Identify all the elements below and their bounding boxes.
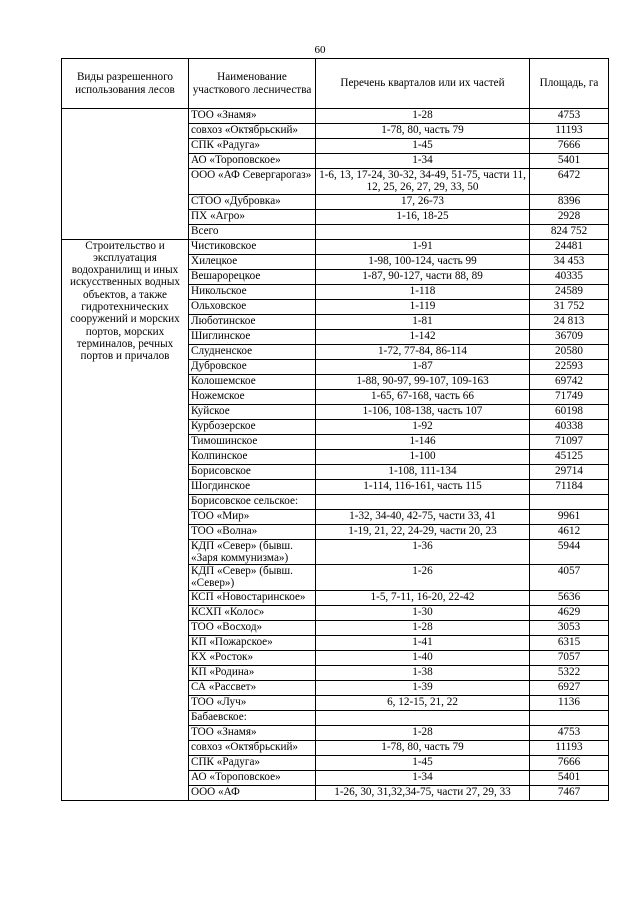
area-cell: 11193 (530, 124, 609, 139)
forestry-name-cell: Люботинское (189, 314, 316, 329)
area-cell: 20580 (530, 344, 609, 359)
header-row (62, 59, 609, 109)
forestry-name-cell: СТОО «Дубровка» (189, 194, 316, 209)
forestry-name-cell: Бабаевское: (189, 710, 316, 725)
forestry-name-cell: Ножемское (189, 389, 316, 404)
quarters-cell (316, 494, 530, 509)
forestry-name-cell: совхоз «Октябрьский» (189, 740, 316, 755)
area-cell: 71184 (530, 479, 609, 494)
area-cell: 5944 (530, 539, 609, 565)
area-cell: 24 813 (530, 314, 609, 329)
area-cell: 60198 (530, 404, 609, 419)
quarters-cell (316, 224, 530, 239)
forestry-name-cell: СПК «Радуга» (189, 755, 316, 770)
forestry-name-cell: Курбозерское (189, 419, 316, 434)
forestry-name-cell: Тимошинское (189, 434, 316, 449)
area-cell: 5636 (530, 590, 609, 605)
area-cell: 6927 (530, 680, 609, 695)
header-use: Виды разрешенного использования лесов (62, 59, 189, 109)
quarters-cell: 1-78, 80, часть 79 (316, 740, 530, 755)
use-type-cell: Строительство и эксплуатация водохранилищ и иных искусственных водных объектов, а также гидротехнических сооружений и морских портов, морских терминалов, речных портов и причалов (62, 239, 189, 800)
quarters-cell: 1-41 (316, 635, 530, 650)
forestry-name-cell: ПХ «Агро» (189, 209, 316, 224)
quarters-cell: 1-118 (316, 284, 530, 299)
area-cell: 24481 (530, 239, 609, 254)
area-cell: 824 752 (530, 224, 609, 239)
area-cell: 6315 (530, 635, 609, 650)
quarters-cell: 1-98, 100-124, часть 99 (316, 254, 530, 269)
forestry-name-cell: совхоз «Октябрьский» (189, 124, 316, 139)
quarters-cell: 1-65, 67-168, часть 66 (316, 389, 530, 404)
area-cell: 69742 (530, 374, 609, 389)
area-cell: 7467 (530, 785, 609, 800)
forestry-name-cell: Вешарорецкое (189, 269, 316, 284)
header-forestry: Наименование участкового лесничества (189, 59, 316, 109)
forestry-name-cell: ТОО «Знамя» (189, 109, 316, 124)
quarters-cell: 1-45 (316, 755, 530, 770)
forestry-name-cell: Борисовское (189, 464, 316, 479)
area-cell: 2928 (530, 209, 609, 224)
area-cell: 8396 (530, 194, 609, 209)
area-cell: 71097 (530, 434, 609, 449)
quarters-cell: 1-28 (316, 109, 530, 124)
page-number: 60 (314, 44, 326, 56)
quarters-cell: 1-34 (316, 154, 530, 169)
area-cell: 9961 (530, 509, 609, 524)
forestry-name-cell: Ольховское (189, 299, 316, 314)
quarters-cell: 1-108, 111-134 (316, 464, 530, 479)
quarters-cell: 1-45 (316, 139, 530, 154)
area-cell: 4753 (530, 109, 609, 124)
quarters-cell: 1-16, 18-25 (316, 209, 530, 224)
area-cell: 6472 (530, 169, 609, 195)
quarters-cell: 1-26, 30, 31,32,34-75, части 27, 29, 33 (316, 785, 530, 800)
quarters-cell: 1-106, 108-138, часть 107 (316, 404, 530, 419)
quarters-cell: 1-19, 21, 22, 24-29, части 20, 23 (316, 524, 530, 539)
forestry-name-cell: Хилецкое (189, 254, 316, 269)
quarters-cell (316, 710, 530, 725)
quarters-cell: 1-88, 90-97, 99-107, 109-163 (316, 374, 530, 389)
forestry-name-cell: СПК «Радуга» (189, 139, 316, 154)
area-cell: 7057 (530, 650, 609, 665)
quarters-cell: 1-87 (316, 359, 530, 374)
forestry-name-cell: Колошемское (189, 374, 316, 389)
quarters-cell: 1-40 (316, 650, 530, 665)
quarters-cell: 1-38 (316, 665, 530, 680)
forestry-name-cell: АО «Тороповское» (189, 770, 316, 785)
forest-use-table (61, 58, 609, 801)
area-cell: 71749 (530, 389, 609, 404)
forestry-name-cell: КДП «Север» (бывш. «Север») (189, 565, 316, 591)
area-cell: 7666 (530, 755, 609, 770)
quarters-cell: 1-91 (316, 239, 530, 254)
area-cell (530, 710, 609, 725)
area-cell: 3053 (530, 620, 609, 635)
forestry-name-cell: Колпинское (189, 449, 316, 464)
quarters-cell: 1-32, 34-40, 42-75, части 33, 41 (316, 509, 530, 524)
area-cell: 4753 (530, 725, 609, 740)
forestry-name-cell: ООО «АФ Севергарогаз» (189, 169, 316, 195)
quarters-cell: 1-146 (316, 434, 530, 449)
quarters-cell: 1-81 (316, 314, 530, 329)
quarters-cell: 1-36 (316, 539, 530, 565)
quarters-cell: 1-114, 116-161, часть 115 (316, 479, 530, 494)
area-cell: 29714 (530, 464, 609, 479)
quarters-cell: 17, 26-73 (316, 194, 530, 209)
header-quarters: Перечень кварталов или их частей (316, 59, 530, 109)
forestry-name-cell: Дубровское (189, 359, 316, 374)
forestry-name-cell: КСП «Новостаринское» (189, 590, 316, 605)
quarters-cell: 1-92 (316, 419, 530, 434)
area-cell: 40338 (530, 419, 609, 434)
area-cell: 7666 (530, 139, 609, 154)
area-cell: 24589 (530, 284, 609, 299)
forestry-name-cell: Куйское (189, 404, 316, 419)
forestry-name-cell: КДП «Север» (бывш. «Заря коммунизма») (189, 539, 316, 565)
forestry-name-cell: Всего (189, 224, 316, 239)
quarters-cell: 1-72, 77-84, 86-114 (316, 344, 530, 359)
quarters-cell: 1-78, 80, часть 79 (316, 124, 530, 139)
quarters-cell: 1-28 (316, 620, 530, 635)
forestry-name-cell: ТОО «Волна» (189, 524, 316, 539)
quarters-cell: 1-28 (316, 725, 530, 740)
area-cell: 34 453 (530, 254, 609, 269)
quarters-cell: 1-100 (316, 449, 530, 464)
forestry-name-cell: АО «Тороповское» (189, 154, 316, 169)
forestry-name-cell: Слудненское (189, 344, 316, 359)
area-cell (530, 494, 609, 509)
header-area: Площадь, га (530, 59, 609, 109)
area-cell: 4612 (530, 524, 609, 539)
quarters-cell: 1-142 (316, 329, 530, 344)
area-cell: 4057 (530, 565, 609, 591)
forestry-name-cell: Шиглинское (189, 329, 316, 344)
quarters-cell: 1-39 (316, 680, 530, 695)
area-cell: 36709 (530, 329, 609, 344)
forestry-name-cell: СА «Рассвет» (189, 680, 316, 695)
area-cell: 5401 (530, 770, 609, 785)
forestry-name-cell: КСХП «Колос» (189, 605, 316, 620)
forestry-name-cell: КП «Родина» (189, 665, 316, 680)
area-cell: 31 752 (530, 299, 609, 314)
forestry-name-cell: КП «Пожарское» (189, 635, 316, 650)
quarters-cell: 1-34 (316, 770, 530, 785)
area-cell: 22593 (530, 359, 609, 374)
use-type-cell (62, 109, 189, 240)
forestry-name-cell: Чистиковское (189, 239, 316, 254)
quarters-cell: 1-26 (316, 565, 530, 591)
table-row (62, 109, 609, 124)
table-row (62, 239, 609, 254)
area-cell: 40335 (530, 269, 609, 284)
area-cell: 11193 (530, 740, 609, 755)
forestry-name-cell: КХ «Росток» (189, 650, 316, 665)
forestry-name-cell: Шогдинское (189, 479, 316, 494)
quarters-cell: 1-5, 7-11, 16-20, 22-42 (316, 590, 530, 605)
quarters-cell: 6, 12-15, 21, 22 (316, 695, 530, 710)
forestry-name-cell: ТОО «Луч» (189, 695, 316, 710)
area-cell: 1136 (530, 695, 609, 710)
quarters-cell: 1-119 (316, 299, 530, 314)
area-cell: 4629 (530, 605, 609, 620)
area-cell: 45125 (530, 449, 609, 464)
forestry-name-cell: Борисовское сельское: (189, 494, 316, 509)
forestry-name-cell: ООО «АФ (189, 785, 316, 800)
quarters-cell: 1-87, 90-127, части 88, 89 (316, 269, 530, 284)
forestry-name-cell: ТОО «Восход» (189, 620, 316, 635)
quarters-cell: 1-30 (316, 605, 530, 620)
forestry-name-cell: ТОО «Знамя» (189, 725, 316, 740)
forestry-name-cell: Никольское (189, 284, 316, 299)
area-cell: 5322 (530, 665, 609, 680)
area-cell: 5401 (530, 154, 609, 169)
forestry-name-cell: ТОО «Мир» (189, 509, 316, 524)
quarters-cell: 1-6, 13, 17-24, 30-32, 34-49, 51-75, части 11, 12, 25, 26, 27, 29, 33, 50 (316, 169, 530, 195)
